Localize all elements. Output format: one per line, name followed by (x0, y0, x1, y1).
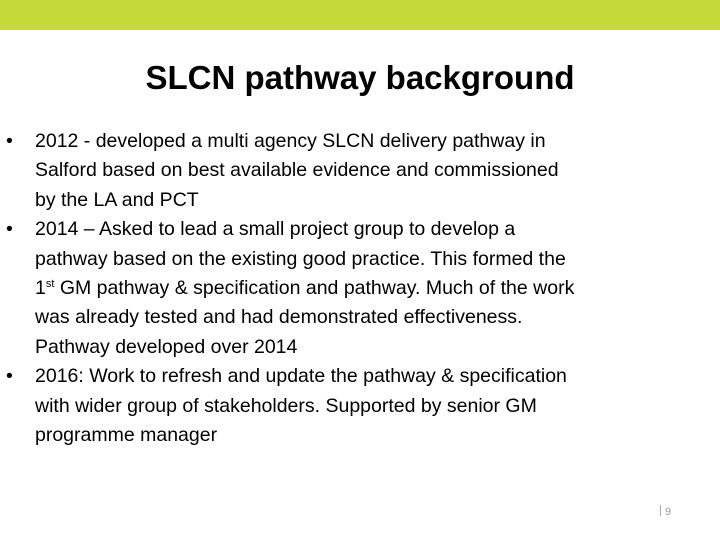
page-number (660, 505, 671, 518)
ordinal-line-rest: GM pathway & specification and pathway. Much of the work (54, 277, 575, 300)
page-number-value: 9 (665, 506, 672, 518)
bullet-list (0, 127, 720, 450)
bullet-line: was already tested and had demonstrated effectiveness. (35, 306, 523, 329)
page-number-divider (660, 505, 661, 516)
bullet-line: 2016: Work to refresh and update the pathway & specification (35, 365, 567, 388)
bullet-marker: • (6, 130, 13, 152)
bullet-item-2016 (0, 362, 720, 450)
bullet-line-ordinal (35, 274, 712, 303)
bullet-marker: • (6, 365, 13, 388)
bullet-line: Salford based on best available evidence and commissioned (35, 159, 559, 182)
slide-title: SLCN pathway background (145, 59, 575, 96)
bullet-line: by the LA and PCT (35, 188, 199, 211)
bullet-line: Pathway developed over 2014 (35, 335, 298, 358)
bullet-item-2012 (0, 127, 720, 215)
ordinal-number: 1 (35, 277, 46, 300)
bullet-line: pathway based on the existing good practice. This formed the (35, 247, 566, 270)
bullet-line: 2012 - developed a multi agency SLCN delivery pathway in (35, 130, 546, 152)
bullet-item-2014 (0, 215, 720, 362)
bullet-marker: • (6, 218, 13, 241)
bullet-line: with wider group of stakeholders. Supported by senior GM (35, 394, 537, 417)
top-accent-bar (0, 0, 720, 30)
bullet-line: 2014 – Asked to lead a small project group to develop a (35, 218, 516, 241)
ordinal-suffix: st (45, 278, 55, 291)
bullet-line: programme manager (35, 424, 218, 447)
